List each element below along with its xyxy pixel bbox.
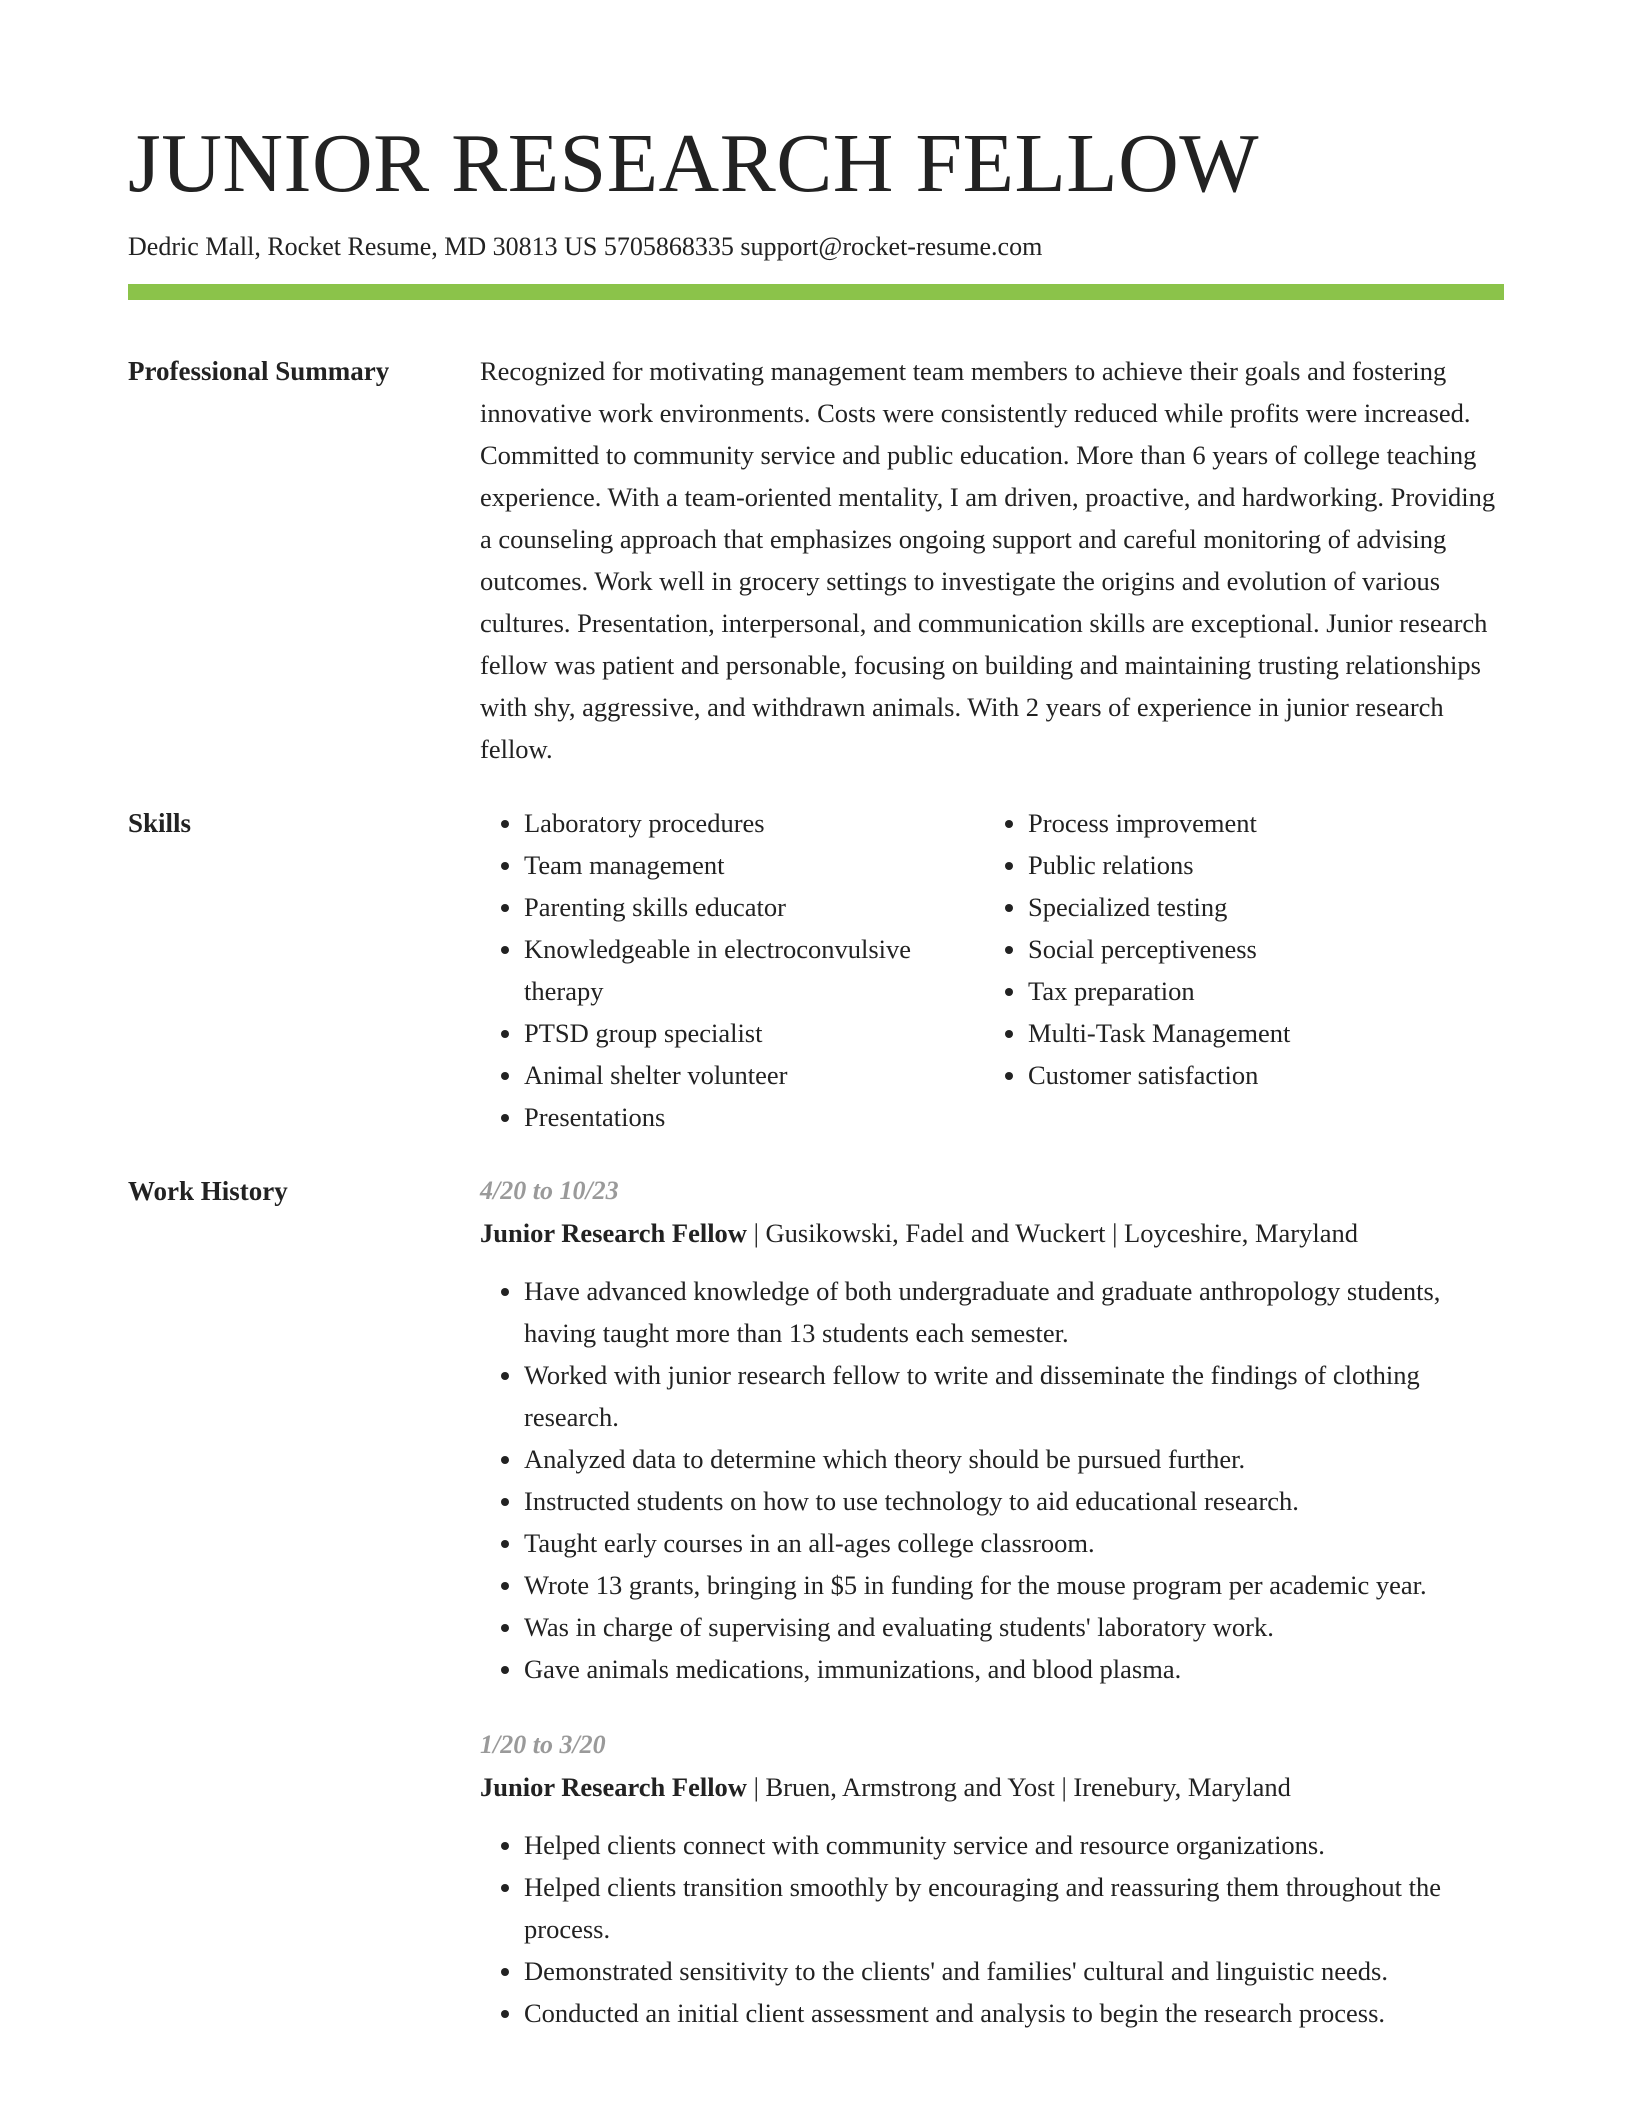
skill-item: • Presentations	[524, 1096, 984, 1138]
job-bullet: • Instructed students on how to use technology to aid educational research.	[524, 1480, 1504, 1522]
job-details: | Bruen, Armstrong and Yost | Irenebury, Maryland	[746, 1771, 1291, 1802]
skill-item: • PTSD group specialist	[524, 1012, 984, 1054]
job-bullet: • Have advanced knowledge of both undergraduate and graduate anthropology students, having taught more than 13 students each semester.	[524, 1270, 1504, 1354]
job-bullet: • Helped clients transition smoothly by encouraging and reassuring them throughout the process.	[524, 1866, 1504, 1950]
job-bullets	[480, 1824, 1504, 2034]
skill-item: • Specialized testing	[1028, 886, 1488, 928]
job-bullets	[480, 1270, 1504, 1690]
skills-list-left	[480, 802, 984, 1138]
section-label-summary: Professional Summary	[128, 355, 390, 386]
work-history-body	[480, 1170, 1504, 2034]
job-details: | Gusikowski, Fadel and Wuckert | Loyceshire, Maryland	[746, 1217, 1359, 1248]
job-bullet: • Worked with junior research fellow to write and disseminate the findings of clothing research.	[524, 1354, 1504, 1438]
job-bullet: • Conducted an initial client assessment and analysis to begin the research process.	[524, 1992, 1504, 2034]
job-bullet: • Helped clients connect with community service and resource organizations.	[524, 1824, 1504, 1866]
summary-text: Recognized for motivating management team members to achieve their goals and fostering innovative work environments. Costs were consistently reduced while profits were increased. Committed to community service and public education. More than 6 years of college teaching experience. With a team-oriented mentality, I am driven, proactive, and hardworking. Providing a counseling approach that emphasizes ongoing support and careful monitoring of advising outcomes. Work well in grocery settings to investigate the origins and evolution of various cultures. Presentation, interpersonal, and communication skills are exceptional. Junior research fellow was patient and personable, focusing on building and maintaining trusting relationships with shy, aggressive, and withdrawn animals. With 2 years of experience in junior research fellow.	[480, 355, 1496, 764]
skill-item: • Animal shelter volunteer	[524, 1054, 984, 1096]
resume-title: JUNIOR RESEARCH FELLOW	[128, 117, 1260, 210]
skill-item: • Tax preparation	[1028, 970, 1488, 1012]
skill-item: • Social perceptiveness	[1028, 928, 1488, 970]
job-bullet: • Taught early courses in an all-ages college classroom.	[524, 1522, 1504, 1564]
skills-column-left	[480, 802, 984, 1138]
job-entry	[480, 1724, 1504, 2034]
job-title: Junior Research Fellow	[480, 1217, 747, 1248]
skill-item: • Laboratory procedures	[524, 802, 984, 844]
skill-item: • Process improvement	[1028, 802, 1488, 844]
job-entry	[480, 1170, 1504, 1690]
skills-list-right	[984, 802, 1488, 1096]
skill-item: • Public relations	[1028, 844, 1488, 886]
job-heading	[480, 1212, 1504, 1254]
contact-line: Dedric Mall, Rocket Resume, MD 30813 US 5705868335 support@rocket-resume.com	[128, 232, 1043, 262]
skill-item: • Team management	[524, 844, 984, 886]
job-dates: 1/20 to 3/20	[480, 1729, 606, 1759]
skill-item: • Knowledgeable in electroconvulsive therapy	[524, 928, 984, 1012]
professional-summary-section	[128, 350, 1504, 770]
job-bullet: • Gave animals medications, immunizations, and blood plasma.	[524, 1648, 1504, 1690]
skills-columns	[480, 802, 1504, 1138]
job-bullet: • Was in charge of supervising and evaluating students' laboratory work.	[524, 1606, 1504, 1648]
job-heading	[480, 1766, 1504, 1808]
work-history-section	[128, 1170, 1504, 2034]
skill-item: • Multi-Task Management	[1028, 1012, 1488, 1054]
skill-item: • Parenting skills educator	[524, 886, 984, 928]
job-title: Junior Research Fellow	[480, 1771, 747, 1802]
job-bullet: • Analyzed data to determine which theory should be pursued further.	[524, 1438, 1504, 1480]
header-divider	[128, 284, 1504, 300]
job-dates: 4/20 to 10/23	[480, 1175, 619, 1205]
job-bullet: • Demonstrated sensitivity to the clients' and families' cultural and linguistic needs.	[524, 1950, 1504, 1992]
skills-column-right	[984, 802, 1488, 1138]
section-label-skills: Skills	[128, 807, 192, 838]
job-bullet: • Wrote 13 grants, bringing in $5 in funding for the mouse program per academic year.	[524, 1564, 1504, 1606]
skills-section	[128, 802, 1504, 1138]
skill-item: • Customer satisfaction	[1028, 1054, 1488, 1096]
section-label-work-history: Work History	[128, 1175, 288, 1206]
